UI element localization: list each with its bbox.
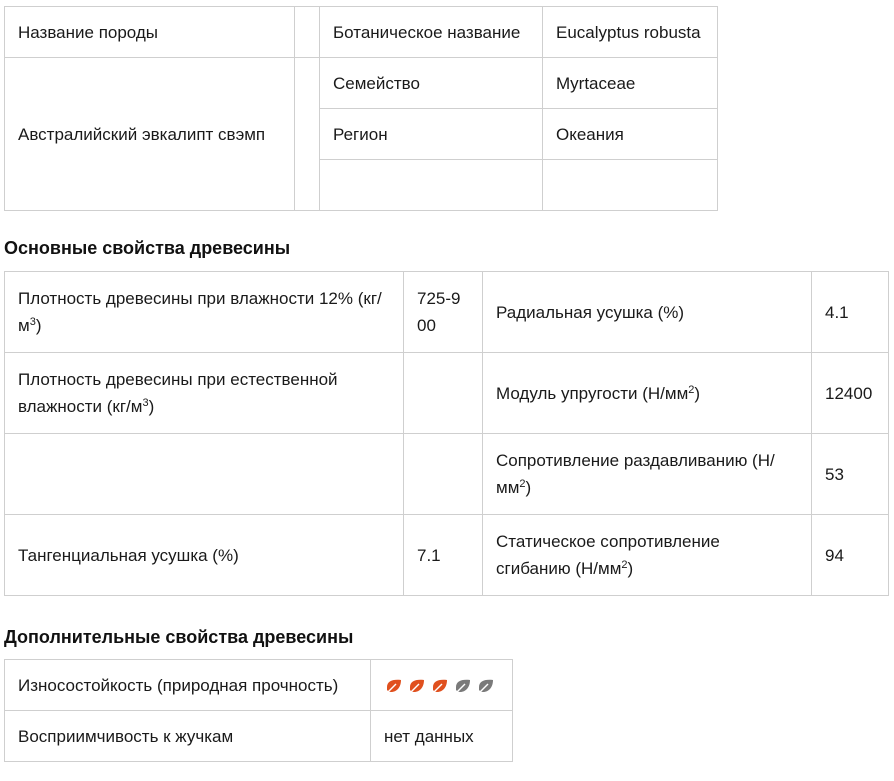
empty-cell <box>5 434 404 515</box>
tangential-shrinkage-label: Тангенциальная усушка (%) <box>5 515 404 596</box>
elastic-modulus-label: Модуль упругости $(Н/мм^2)$ <box>483 353 812 434</box>
species-name-label: Название породы <box>5 7 295 58</box>
region-label: Регион <box>320 109 543 160</box>
leaf-icon <box>384 676 404 696</box>
empty-cell <box>320 160 543 211</box>
beetle-susceptibility-label: Восприимчивость к жучкам <box>5 711 371 762</box>
durability-label: Износостойкость (природная прочность) <box>5 660 371 711</box>
family-value: Myrtaceae <box>543 58 718 109</box>
leaf-icon <box>430 676 450 696</box>
crush-resistance-value: 53 <box>812 434 889 515</box>
beetle-susceptibility-value: нет данных <box>371 711 513 762</box>
botanical-name-label: Ботаническое название <box>320 7 543 58</box>
region-value: Океания <box>543 109 718 160</box>
section-title-basic: Основные свойства древесины <box>4 238 291 258</box>
species-name-value: Австралийский эвкалипт свэмп <box>5 58 295 211</box>
elastic-modulus-value: 12400 <box>812 353 889 434</box>
density-12-label: Плотность древесины при влажности 12% $(кг/м^3)$ <box>5 272 404 353</box>
crush-resistance-label: Сопротивление раздавливанию $(Н/мм^2)$ <box>483 434 812 515</box>
density-12-value: 725-900 <box>404 272 483 353</box>
empty-cell <box>543 160 718 211</box>
radial-shrinkage-label: Радиальная усушка (%) <box>483 272 812 353</box>
extra-properties-table <box>4 659 513 762</box>
section-title-extra: Дополнительные свойства древесины <box>4 627 354 647</box>
bending-strength-label: Статическое сопротивление сгибанию $(Н/мм^2)$ <box>483 515 812 596</box>
botanical-name-value: Eucalyptus robusta <box>543 7 718 58</box>
tangential-shrinkage-value: 7.1 <box>404 515 483 596</box>
durability-rating <box>371 660 513 711</box>
basic-properties-table <box>4 271 889 596</box>
family-label: Семейство <box>320 58 543 109</box>
leaf-icon <box>476 676 496 696</box>
spacer-cell <box>295 7 320 58</box>
radial-shrinkage-value: 4.1 <box>812 272 889 353</box>
leaf-icon <box>453 676 473 696</box>
species-info-table <box>4 6 718 211</box>
spacer-cell <box>295 58 320 211</box>
leaf-icon <box>407 676 427 696</box>
empty-cell <box>404 434 483 515</box>
density-natural-value <box>404 353 483 434</box>
bending-strength-value: 94 <box>812 515 889 596</box>
density-natural-label: Плотность древесины при естественной влажности $(кг/м^3)$ <box>5 353 404 434</box>
